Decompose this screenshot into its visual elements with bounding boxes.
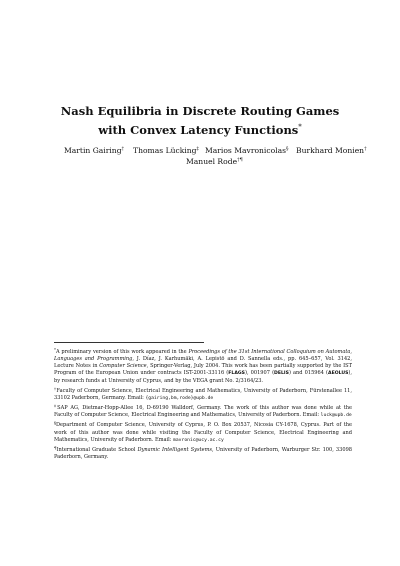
title-line-2-text: with Convex Latency Functions — [98, 123, 299, 137]
author-name: Marios Mavronicolas — [205, 146, 287, 155]
author-monien — [296, 144, 367, 156]
author-name: Burkhard Monien — [296, 146, 365, 155]
email-luck: luck@upb.de — [320, 413, 352, 419]
footnote-mark: § — [54, 420, 56, 426]
footnote-cyprus: §Department of Computer Science, University of Cyprus, P. O. Box 20537, Nicosia CY-1678, Cyprus. Part of the work of this author was done while visiting the Faculty of Computer Science, Electrical Engineering and Mathematics, University of Paderborn. Email: mavronic@ucy.ac.cy — [54, 420, 352, 443]
title-footnote-mark: * — [298, 123, 302, 131]
footnote-separator — [54, 342, 204, 343]
footnote-mark: ‡ — [54, 403, 58, 409]
email-mavronic: mavronic@ucy.ac.cy — [173, 437, 224, 443]
author-mark: ‡ — [196, 146, 200, 152]
footnote-paderborn: †Faculty of Computer Science, Electrical Engineering and Mathematics, University of Paderborn, Fürstenallee 11, 33102 Paderborn, Germany. Email: {gairing,bm,rode}@upb.de — [54, 385, 352, 401]
paper-title — [0, 103, 400, 138]
author-name: Thomas Lücking — [133, 146, 197, 155]
footnote-mark: ¶ — [54, 444, 57, 450]
footnote-preliminary: *A preliminary version of this work appeared in the Proceedings of the 31st International Colloquium on Automata, Languages and Programming, J. Díaz, J. Karhumäki, A. Lepistö and D. Sannella eds., pp. 645–657, Vol. 3142, Lecture Notes in Computer Science, Springer-Verlag, July 2004. This work has been partially supported by the IST Program of the European Union under contracts IST-2001-33116 (FLAGS), 001907 (DELIS) and 015964 (AEOLUS), by research funds at University of Cyprus, and by the VEGA grant No. 2/3164/23. — [54, 347, 352, 384]
author-gairing — [64, 144, 124, 156]
footnote-mark: * — [54, 347, 56, 352]
project-aeolus: AEOLUS — [328, 371, 349, 377]
footnote-mark: † — [54, 385, 57, 391]
footnotes — [54, 346, 352, 461]
author-name: Martin Gairing — [64, 146, 122, 155]
footnote-sap: ‡SAP AG, Dietmar-Hopp-Allee 16, D-69190 Walldorf, Germany. The work of this author was done while at the Faculty of Computer Science, Electrical Engineering and Mathematics, University of Paderborn. Email: luck@upb.de — [54, 403, 353, 419]
title-line-1: Nash Equilibria in Discrete Routing Games — [60, 104, 340, 118]
author-rode — [186, 155, 243, 167]
project-delis: DELIS — [274, 371, 289, 377]
title-line-2 — [0, 119, 400, 138]
author-mark: † — [121, 146, 125, 152]
author-mark: § — [286, 146, 289, 152]
project-flags: FLAGS — [228, 371, 245, 377]
author-mark: †¶ — [237, 157, 243, 163]
email-paderborn: {gairing,bm,rode}@upb.de — [145, 395, 214, 401]
author-name: Manuel Rode — [186, 157, 238, 166]
footnote-graduate-school: ¶International Graduate School Dynamic Intelligent Systems, University of Paderborn, Warburger Str. 100, 33098 Paderborn, Germany. — [54, 444, 352, 461]
author-mark: † — [364, 146, 367, 152]
